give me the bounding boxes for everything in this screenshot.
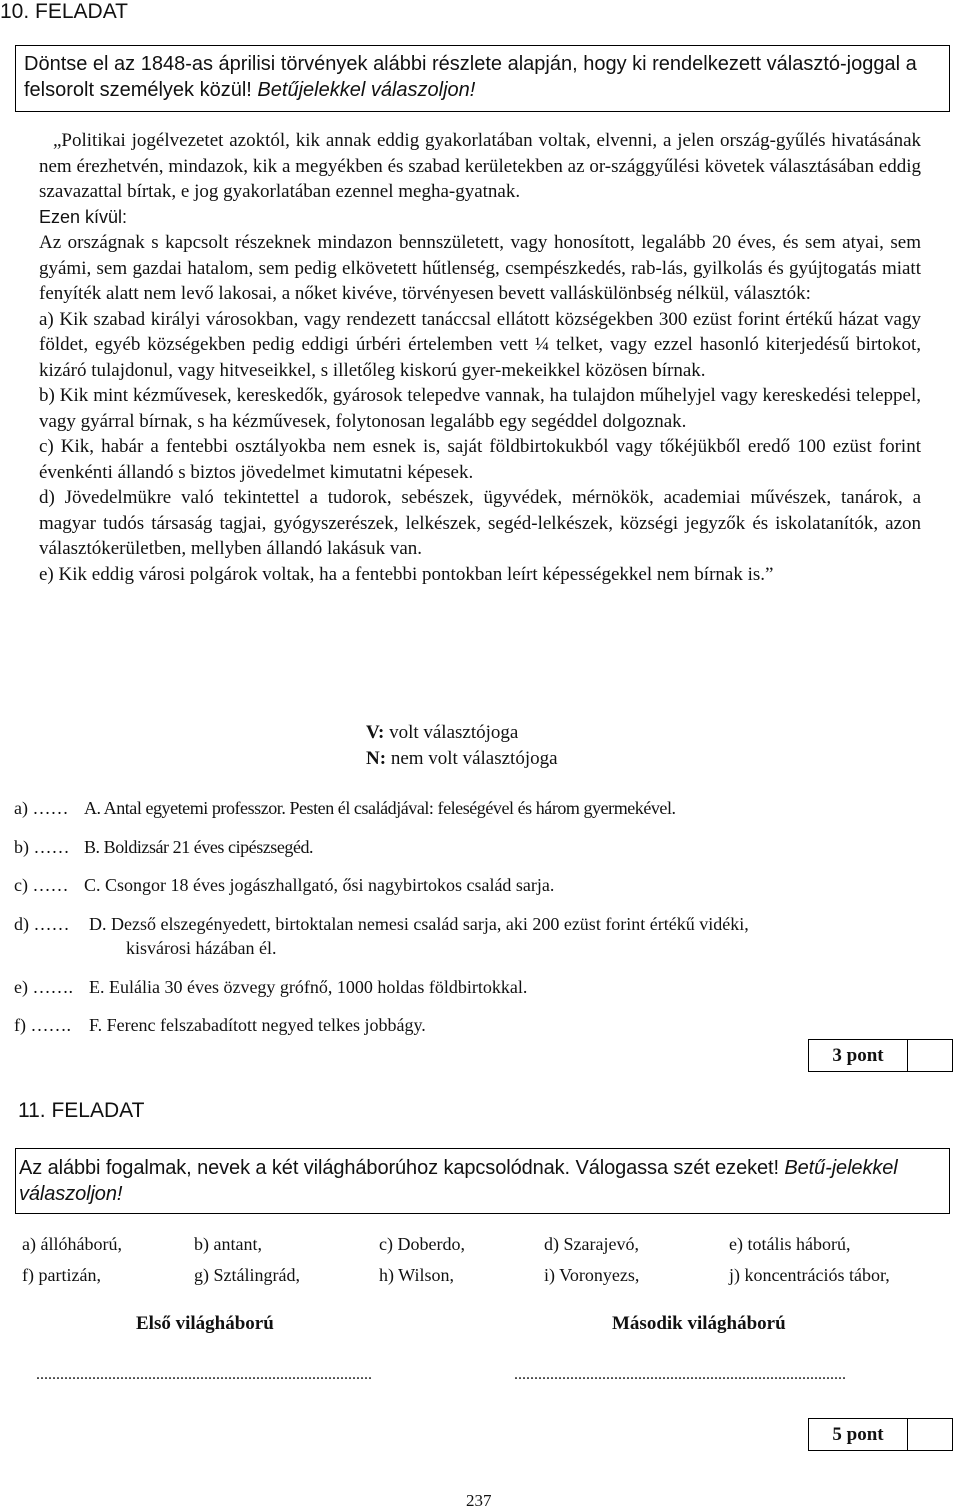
question-b-answer-slot[interactable]: b) …… xyxy=(14,837,70,857)
task10-score-box xyxy=(808,1039,953,1072)
question-d-text: D. Dezső elszegényedett, birtoktalan nemesi család sarja, aki 200 ezüst forint értékű vidéki, xyxy=(89,914,749,934)
ww2-answer-line[interactable]: ................................................................................... xyxy=(514,1366,846,1383)
legend-v-text: volt választójoga xyxy=(384,722,519,743)
question-f xyxy=(14,1013,949,1037)
term-i: i) Voronyezs, xyxy=(544,1265,640,1285)
task11-instruction-text: Az alábbi fogalmak, nevek a két világháborúhoz kapcsolódnak. Válogassa szét ezeket! xyxy=(19,1157,785,1179)
question-a-text: A. Antal egyetemi professzor. Pesten él családjával: feleségével és három gyermekével. xyxy=(84,798,676,818)
question-b xyxy=(14,835,949,859)
page-number: 237 xyxy=(466,1491,492,1510)
ww1-answer-line[interactable]: .................................................................................... xyxy=(36,1366,372,1383)
question-d-text-continued: kisvárosi házában él. xyxy=(126,938,277,958)
source-paragraph-voters: Az országnak s kapcsolt részeknek mindazon bennszületett, vagy honosított, legalább 20 éves, és sem atyai, sem gyámi, sem gazdai hatalom, sem pedig elkövetett hűtlenség, csempészkedés, rab-lás, gyilkolás és gyújtogatás miatt fenyíték alatt nem levő lakosai, a nőket kivéve, törvényesen bevett valláskülönbség nélkül, választók: xyxy=(39,232,921,304)
question-e-answer-slot[interactable]: e) ……. xyxy=(14,977,73,997)
ww2-heading: Második világháború xyxy=(612,1313,786,1334)
task10-points-label: 3 pont xyxy=(809,1040,908,1071)
question-f-text: F. Ferenc felszabadított negyed telkes jobbágy. xyxy=(89,1015,426,1035)
source-paragraph-b: b) Kik mint kézművesek, kereskedők, gyárosok telepedve vannak, ha tulajdon műhelyjel vagy kereskedési teleppel, vagy gyárral bírnak, s ha kézművesek, folytonosan legalább egy segéddel dolgoznak. xyxy=(39,385,921,432)
task11-score-cell[interactable] xyxy=(908,1419,952,1450)
task10-instruction-box xyxy=(15,45,950,112)
task11-points-label: 5 pont xyxy=(809,1419,908,1450)
term-h: h) Wilson, xyxy=(379,1265,454,1285)
question-f-answer-slot[interactable]: f) ……. xyxy=(14,1015,71,1035)
source-paragraph-c: c) Kik, habár a fentebbi osztályokba nem esnek is, saját földbirtokukból vagy tőkéjükből eredő 100 ezüst forint évenkénti állandó s biztos jövedelmet kimutatni képesek. xyxy=(39,436,921,483)
task11-score-box xyxy=(808,1418,953,1451)
question-e-text: E. Eulália 30 éves özvegy grófnő, 1000 holdas földbirtokkal. xyxy=(89,977,528,997)
answer-legend xyxy=(366,720,558,772)
ww1-heading: Első világháború xyxy=(136,1313,274,1334)
legend-n xyxy=(366,746,558,772)
task10-instruction-text: Döntse el az 1848-as áprilisi törvények alábbi részlete alapján, hogy ki rendelkezett választó-joggal a felsorolt személyek közül! xyxy=(24,53,917,101)
task10-score-cell[interactable] xyxy=(908,1040,952,1071)
legend-n-text: nem volt választójoga xyxy=(386,748,558,769)
source-paragraph-e: e) Kik eddig városi polgárok voltak, ha a fentebbi pontokban leírt képességekkel nem bírnak is.” xyxy=(39,563,774,585)
term-j: j) koncentrációs tábor, xyxy=(729,1265,890,1285)
question-a xyxy=(14,796,949,820)
term-a: a) állóháború, xyxy=(22,1234,122,1254)
term-c: c) Doberdo, xyxy=(379,1234,465,1254)
legend-n-key: N: xyxy=(366,748,387,769)
source-paragraph-d: d) Jövedelmükre való tekintettel a tudorok, sebészek, ügyvédek, mérnökök, academiai művészek, tanárok, a magyar tudós társaság tagjai, gyógyszerészek, lelkészek, segéd-lelkészek, községi jegyzők és iskolatanítók, azon választókerületben, mellyben állandó lakásuk van. xyxy=(39,487,921,559)
task10-title: 10. FELADAT xyxy=(0,0,128,23)
task10-instruction-italic: Betűjelekkel válaszoljon! xyxy=(257,79,476,101)
question-d-answer-slot[interactable]: d) …… xyxy=(14,914,70,934)
task11-title: 11. FELADAT xyxy=(18,1099,145,1122)
source-paragraph-intro: „Politikai jogélvezetet azoktól, kik annak eddig gyakorlatában voltak, elvenni, a jelen ország-gyűlés hivatásának nem érezhetvén, mindazok, kik a megyékben és szabad kerületekben az or-szággyűlési követek választásában eddig szavazattal bírtak, e jog gyakorlatában ezennel megha-gyatnak. xyxy=(39,130,921,202)
term-g: g) Sztálingrád, xyxy=(194,1265,300,1285)
term-b: b) antant, xyxy=(194,1234,262,1254)
term-d: d) Szarajevó, xyxy=(544,1234,639,1254)
question-c-text: C. Csongor 18 éves jogászhallgató, ősi nagybirtokos család sarja. xyxy=(84,875,555,895)
question-a-answer-slot[interactable]: a) …… xyxy=(14,798,69,818)
question-d xyxy=(14,912,949,960)
term-f: f) partizán, xyxy=(22,1265,101,1285)
source-paragraph-a: a) Kik szabad királyi városokban, vagy rendezett tanáccsal ellátott községekben 300 ezüst forint értékű házat vagy földet, egyéb községekben pedig eddigi úrbéri értelemben vett ¼ telket, vagy ezzel hasonló kiterjedésű birtokot, kizáró tulajdonul, vagy hitveseikkel, s illetőleg kiskorú gyer-mekeikkel közösen bírnak. xyxy=(39,308,921,381)
source-paragraph-besides: Ezen kívül: xyxy=(39,206,128,227)
source-text xyxy=(39,128,921,587)
task11-instruction-italic: Betű-jelekkel válaszoljon! xyxy=(19,1157,898,1205)
question-e xyxy=(14,975,949,999)
question-b-text: B. Boldizsár 21 éves cipészsegéd. xyxy=(84,837,314,857)
question-c-answer-slot[interactable]: c) …… xyxy=(14,875,69,895)
term-e: e) totális háború, xyxy=(729,1234,851,1254)
legend-v-key: V: xyxy=(366,722,385,743)
task11-instruction-box xyxy=(15,1148,950,1214)
legend-v xyxy=(366,720,558,746)
question-c xyxy=(14,873,949,897)
